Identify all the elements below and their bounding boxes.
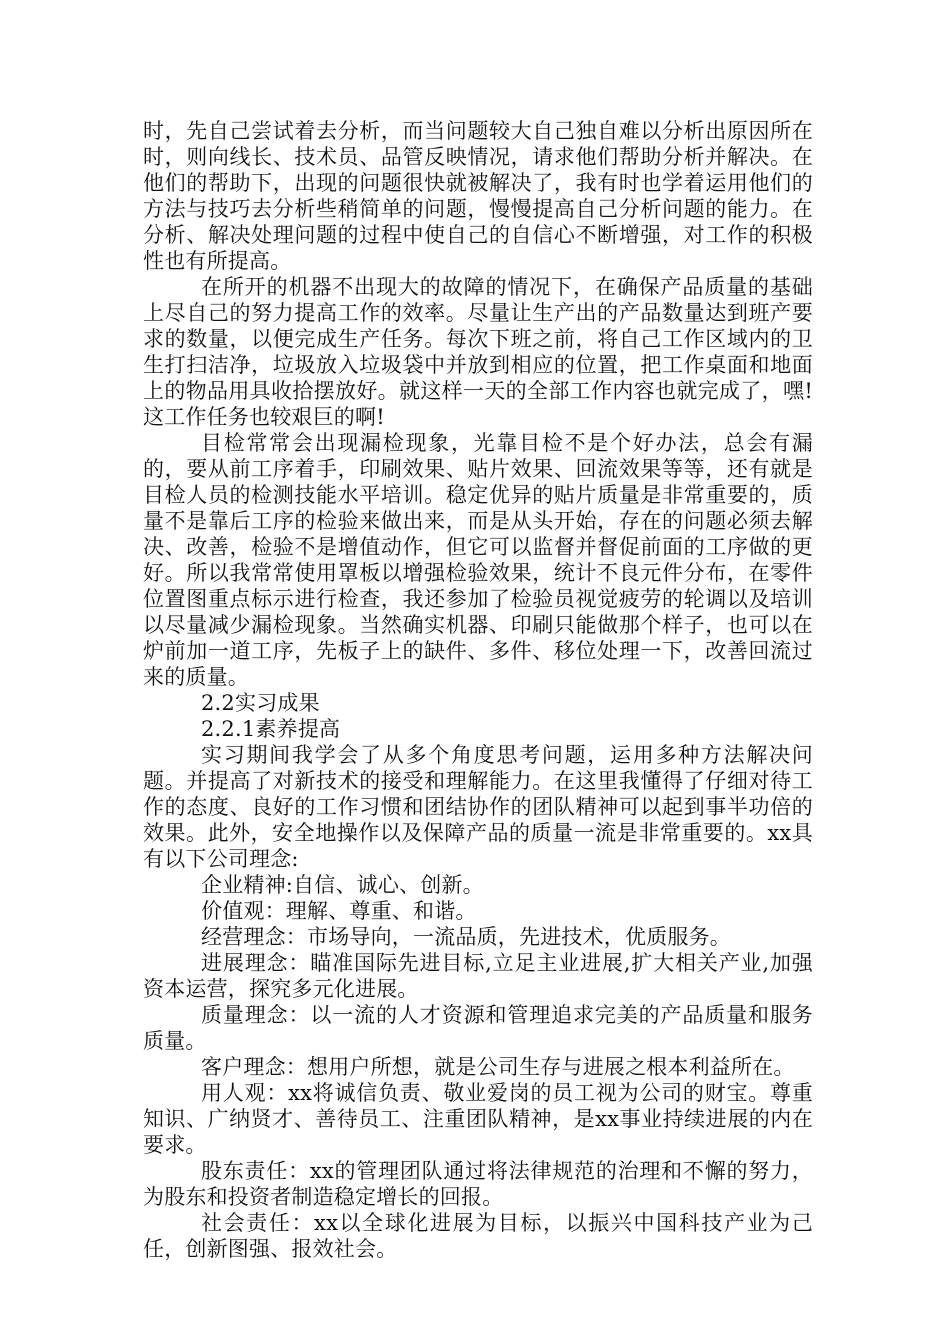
section-heading-internship-results: 2.2实习成果 (201, 691, 320, 715)
paragraph-customer-philosophy: 客户理念：想用户所想，就是公司生存与进展之根本利益所在。 (201, 1055, 795, 1079)
paragraph-values: 价值观：理解、尊重、和谐。 (201, 899, 477, 923)
paragraph-problem-analysis: 时，先自己尝试着去分析，而当问题较大自己独自难以分析出原因所在时，则向线长、技术员、品管反映情况，请求他们帮助分析并解决。在他们的帮助下，出现的问题很快就被解决了，我有时也学着运用他们的方法与技巧去分析些稍简单的问题，慢慢提高自己分析问题的能力。在分析、解决处理问题的过程中使自己的自信心不断增强，对工作的积极性也有所提高。 (143, 119, 813, 273)
paragraph-internship-learning: 实习期间我学会了从多个角度思考问题，运用多种方法解决问题。并提高了对新技术的接受和理解能力。在这里我懂得了仔细对待工作的态度、良好的工作习惯和团结协作的团队精神可以起到事半功倍的效果。此外，安全地操作以及保障产品的质量一流是非常重要的。xx具有以下公司理念: (143, 743, 813, 871)
paragraph-development-philosophy: 进展理念：瞄准国际先进目标,立足主业进展,扩大相关产业,加强资本运营，探究多元化进展。 (143, 951, 813, 1001)
paragraph-talent-view: 用人观：xx将诚信负责、敬业爱岗的员工视为公司的财宝。尊重知识、广纳贤才、善待员工、注重团队精神，是xx事业持续进展的内在要求。 (143, 1081, 813, 1157)
paragraph-enterprise-spirit: 企业精神:自信、诚心、创新。 (201, 873, 484, 897)
paragraph-visual-inspection: 目检常常会出现漏检现象，光靠目检不是个好办法，总会有漏的，要从前工序着手，印刷效果、贴片效果、回流效果等等，还有就是目检人员的检测技能水平培训。稳定优异的贴片质量是非常重要的，质量不是靠后工序的检验来做出来，而是从头开始，存在的问题必须去解决、改善，检验不是增值动作，但它可以监督并督促前面的工序做的更好。所以我常常使用罩板以增强检验效果，统计不良元件分布，在零件位置图重点标示进行检查，我还参加了检验员视觉疲劳的轮调以及培训以尽量减少漏检现象。当然确实机器、印刷只能做那个样子，也可以在炉前加一道工序，先板子上的缺件、多件、移位处理一下，改善回流过来的质量。 (143, 431, 813, 689)
paragraph-machine-efficiency: 在所开的机器不出现大的故障的情况下，在确保产品质量的基础上尽自己的努力提高工作的效率。尽量让生产出的产品数量达到班产要求的数量，以便完成生产任务。每次下班之前，将自己工作区域内的卫生打扫洁净，垃圾放入垃圾袋中并放到相应的位置，把工作桌面和地面上的物品用具收拾摆放好。就这样一天的全部工作内容也就完成了，嘿!这工作任务也较艰巨的啊! (143, 275, 813, 429)
paragraph-shareholder-responsibility: 股东责任：xx的管理团队通过将法律规范的治理和不懈的努力，为股东和投资者制造稳定增长的回报。 (143, 1159, 813, 1209)
paragraph-social-responsibility: 社会责任：xx以全球化进展为目标，以振兴中国科技产业为己任，创新图强、报效社会。 (143, 1211, 813, 1261)
paragraph-quality-philosophy: 质量理念：以一流的人才资源和管理追求完美的产品质量和服务质量。 (143, 1003, 813, 1053)
document-body (143, 118, 813, 1262)
paragraph-business-philosophy: 经营理念：市场导向，一流品质，先进技术，优质服务。 (201, 925, 731, 949)
subsection-heading-quality-improvement: 2.2.1素养提高 (201, 717, 341, 741)
